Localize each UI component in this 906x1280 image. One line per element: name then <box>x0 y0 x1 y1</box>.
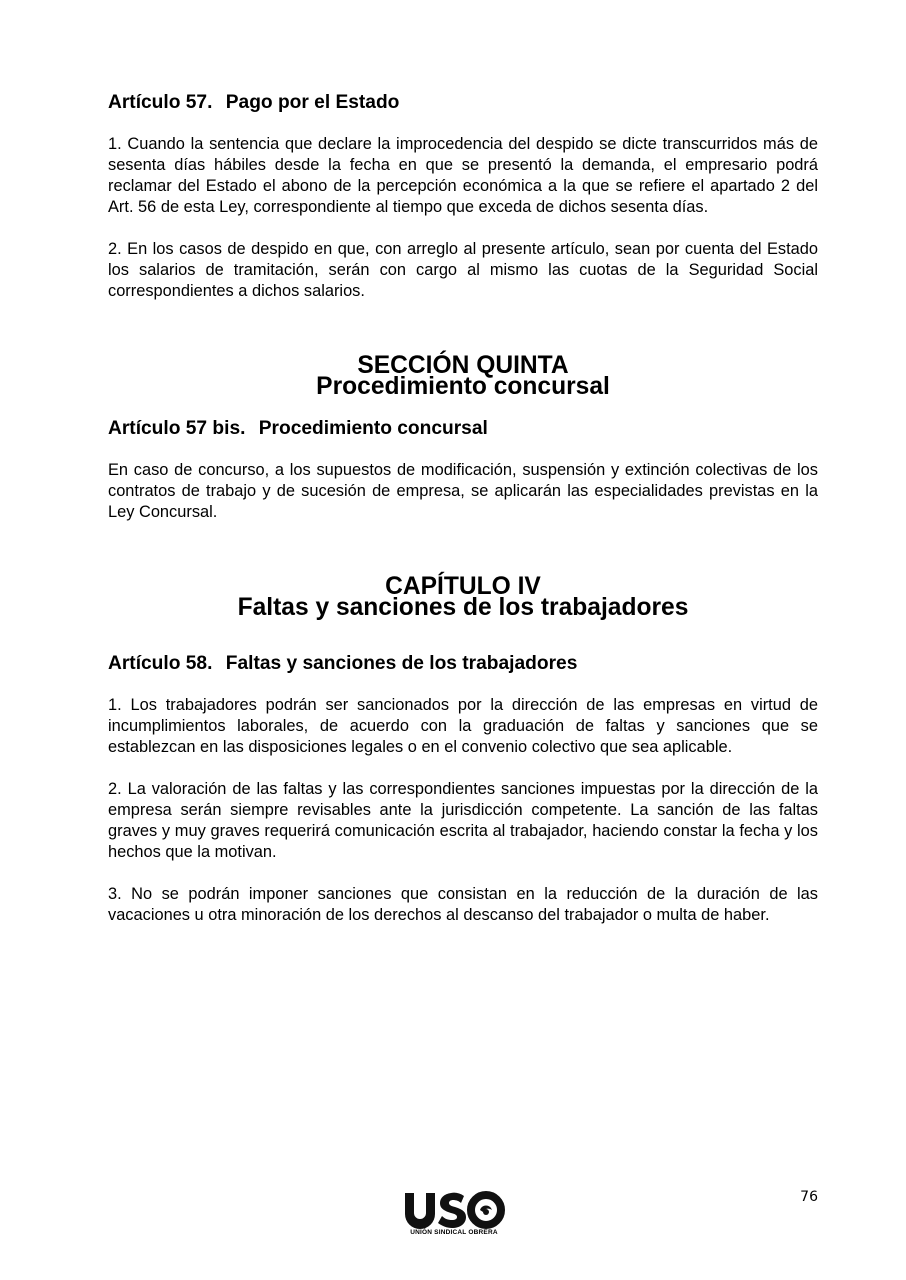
article-58-paragraph-2: 2. La valoración de las faltas y las correspondientes sanciones impuestas por la dirección de la empresa serán siempre revisables ante la jurisdicción competente. La sanción de las faltas graves y muy graves requerirá comunicación escrita al trabajador, haciendo constar la fecha y los hechos que la motivan. <box>108 780 818 861</box>
article-58-paragraph-3: 3. No se podrán imponer sanciones que consistan en la reducción de la duración de las vacaciones u otra minoración de los derechos al descanso del trabajador o multa de haber. <box>108 885 818 924</box>
article-58-heading <box>108 653 818 674</box>
section-label: SECCIÓN QUINTA <box>357 352 569 379</box>
article-58-number: Artículo 58. <box>108 653 213 674</box>
article-57bis-title: Procedimiento concursal <box>258 418 488 439</box>
article-57-paragraph-2: 2. En los casos de despido en que, con arreglo al presente artículo, sean por cuenta del Estado los salarios de tramitación, serán con cargo al mismo las cuotas de la Seguridad Social correspondientes a dichos salarios. <box>108 240 818 300</box>
article-57bis-number: Artículo 57 bis. <box>108 418 246 439</box>
article-57-heading <box>108 92 818 113</box>
logo-caption: UNIÓN SINDICAL OBRERA <box>410 1229 498 1236</box>
article-57-number: Artículo 57. <box>108 92 213 113</box>
article-58-title: Faltas y sanciones de los trabajadores <box>225 653 578 674</box>
page-number: 76 <box>800 1189 818 1205</box>
section-title: Procedimiento concursal <box>316 373 610 400</box>
article-57-paragraph-1: 1. Cuando la sentencia que declare la improcedencia del despido se dicte transcurridos más de sesenta días hábiles desde la fecha en que se presentó la demanda, el empresario podrá reclamar del Estado el abono de la percepción económica a la que se refiere el apartado 2 del Art. 56 de esta Ley, correspondiente al tiempo que exceda de dichos sesenta días. <box>108 135 818 216</box>
chapter-title: Faltas y sanciones de los trabajadores <box>237 594 689 621</box>
article-58-paragraph-1: 1. Los trabajadores podrán ser sancionados por la dirección de las empresas en virtud de incumplimientos laborales, de acuerdo con la graduación de faltas y sanciones que se establezcan en las disposiciones legales o en el convenio colectivo que sea aplicable. <box>108 696 818 756</box>
article-57-title: Pago por el Estado <box>225 92 400 113</box>
chapter-label: CAPÍTULO IV <box>385 573 541 600</box>
document-page <box>108 92 818 926</box>
article-57bis-paragraph-1: En caso de concurso, a los supuestos de modificación, suspensión y extinción colectivas de los contratos de trabajo y de sucesión de empresa, se aplicarán las especialidades previstas en la Ley Concursal. <box>108 461 818 521</box>
article-57bis-heading <box>108 418 818 439</box>
